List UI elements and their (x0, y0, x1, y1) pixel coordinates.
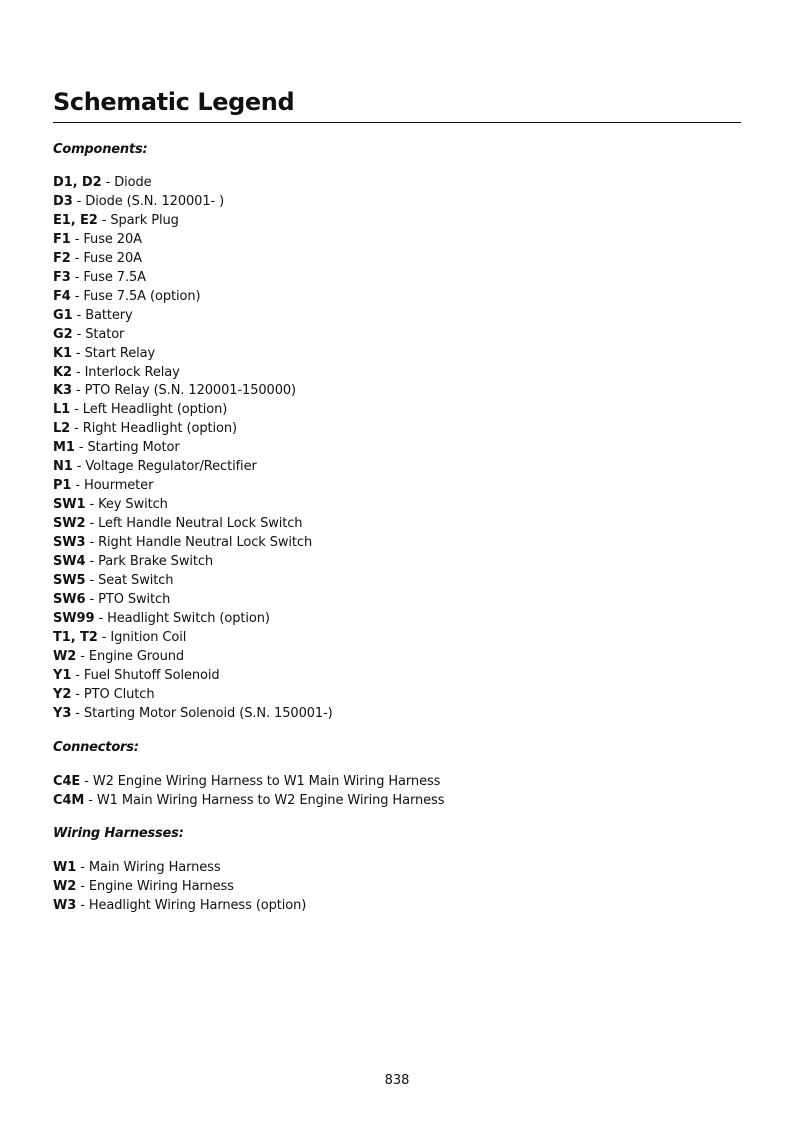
legend-item (53, 212, 333, 231)
legend-item (53, 231, 333, 250)
legend-item-separator: - (71, 705, 84, 721)
legend-item (53, 401, 333, 420)
legend-item-description: Stator (85, 326, 125, 342)
legend-item-separator: - (70, 288, 84, 304)
legend-item (53, 345, 333, 364)
legend-item-description: Start Relay (84, 345, 156, 361)
legend-item-code: Y2 (53, 686, 72, 702)
legend-item-code: F1 (53, 231, 71, 247)
legend-item-code: G1 (53, 307, 73, 323)
legend-item-code: D3 (53, 193, 73, 209)
legend-item-description: Seat Switch (98, 573, 174, 589)
title-divider (53, 122, 741, 123)
legend-item (53, 269, 333, 288)
legend-item-code: SW99 (53, 610, 95, 626)
legend-item (53, 382, 333, 401)
legend-item-separator: - (85, 573, 99, 589)
legend-item-description: Main Wiring Harness (88, 860, 221, 875)
legend-item-description: PTO Switch (98, 591, 171, 607)
legend-item-description: Fuse 20A (83, 250, 142, 266)
legend-item-code: Y3 (53, 705, 72, 721)
legend-item-description: Key Switch (98, 497, 168, 513)
legend-item-description: Diode (114, 175, 152, 190)
legend-item-code: M1 (53, 440, 75, 456)
connectors-list (53, 773, 444, 811)
legend-item-separator: - (70, 421, 83, 437)
legend-item (53, 288, 333, 307)
legend-item-separator: - (80, 774, 93, 789)
legend-item-code: N1 (53, 459, 73, 475)
legend-item-separator: - (76, 897, 89, 913)
legend-item (53, 534, 333, 553)
legend-item (53, 250, 333, 269)
legend-item-code: SW2 (53, 516, 86, 532)
legend-item (53, 591, 333, 610)
legend-item (53, 648, 333, 667)
legend-item-separator: - (74, 440, 88, 456)
legend-item-separator: - (76, 860, 89, 875)
legend-item-separator: - (70, 250, 84, 266)
legend-item-code: K1 (53, 345, 72, 361)
legend-item-separator: - (85, 516, 99, 532)
legend-item-code: W2 (53, 878, 77, 894)
legend-item (53, 364, 333, 383)
legend-item-separator: - (97, 212, 111, 228)
legend-item (53, 859, 306, 878)
legend-item-description: Right Handle Neutral Lock Switch (98, 535, 313, 551)
legend-item-code: SW4 (53, 554, 86, 570)
legend-item-description: Fuse 20A (83, 231, 142, 247)
legend-item-separator: - (71, 667, 84, 683)
legend-item (53, 572, 333, 591)
legend-item (53, 458, 333, 477)
legend-item-separator: - (85, 535, 99, 551)
legend-item-separator: - (71, 686, 84, 702)
legend-item (53, 174, 333, 193)
legend-item-description: Fuel Shutoff Solenoid (83, 667, 220, 683)
legend-item-description: Ignition Coil (110, 629, 187, 645)
legend-item-separator: - (94, 610, 108, 626)
legend-item (53, 439, 333, 458)
legend-item-code: K3 (53, 383, 72, 399)
legend-item-description: W2 Engine Wiring Harness to W1 Main Wiring Harness (92, 774, 441, 789)
legend-item-code: D1, D2 (53, 175, 102, 190)
legend-item-code: P1 (53, 478, 72, 494)
legend-item (53, 705, 333, 724)
legend-item-code: L2 (53, 421, 71, 437)
legend-item (53, 792, 444, 811)
legend-item-separator: - (71, 364, 85, 380)
legend-item (53, 878, 306, 897)
legend-item-description: Starting Motor (87, 440, 180, 456)
legend-item-description: Fuse 7.5A (83, 269, 146, 285)
legend-item (53, 477, 333, 496)
legend-item-code: W2 (53, 648, 77, 664)
legend-item (53, 496, 333, 515)
legend-item-code: SW5 (53, 573, 86, 589)
wiring-harnesses-list (53, 859, 306, 916)
components-list (53, 174, 333, 724)
legend-item-separator: - (71, 478, 85, 494)
legend-item-code: C4M (53, 792, 85, 808)
legend-item-separator: - (72, 459, 86, 475)
legend-item-description: PTO Relay (S.N. 120001-150000) (84, 383, 297, 399)
legend-item (53, 610, 333, 629)
legend-item-description: Hourmeter (84, 478, 154, 494)
legend-item-description: Park Brake Switch (98, 554, 214, 570)
legend-item-separator: - (71, 345, 85, 361)
legend-item-code: K2 (53, 364, 72, 380)
legend-item-description: W1 Main Wiring Harness to W2 Engine Wiring Harness (96, 792, 445, 808)
legend-item-separator: - (71, 383, 85, 399)
components-heading: Components: (53, 142, 148, 157)
legend-item-description: Headlight Wiring Harness (option) (88, 897, 307, 913)
legend-item-separator: - (76, 878, 89, 894)
legend-item-code: F3 (53, 269, 71, 285)
legend-item-separator: - (70, 269, 84, 285)
legend-item (53, 553, 333, 572)
legend-item-separator: - (70, 402, 83, 418)
page-number: 838 (384, 1073, 410, 1088)
legend-item-code: G2 (53, 326, 73, 342)
legend-item (53, 686, 333, 705)
legend-item-separator: - (76, 648, 89, 664)
legend-item-description: Diode (S.N. 120001- ) (85, 193, 225, 209)
legend-item-code: L1 (53, 402, 71, 418)
legend-item (53, 326, 333, 345)
legend-item-separator: - (85, 591, 99, 607)
legend-item (53, 897, 306, 916)
legend-item-separator: - (72, 193, 86, 209)
legend-item-code: SW6 (53, 591, 86, 607)
connectors-heading: Connectors: (53, 740, 139, 755)
legend-item (53, 773, 444, 792)
legend-item-description: Starting Motor Solenoid (S.N. 150001-) (83, 705, 333, 721)
legend-item (53, 193, 333, 212)
legend-item-description: Spark Plug (110, 212, 179, 228)
legend-item-separator: - (84, 792, 97, 808)
legend-item-separator: - (70, 231, 84, 247)
legend-item-description: Engine Wiring Harness (88, 878, 234, 894)
legend-item (53, 629, 333, 648)
legend-item-code: T1, T2 (53, 629, 98, 645)
legend-item-separator: - (85, 554, 99, 570)
legend-item-separator: - (72, 307, 86, 323)
page-title: Schematic Legend (53, 88, 295, 116)
legend-item-description: Left Headlight (option) (82, 402, 228, 418)
legend-item-code: W3 (53, 897, 77, 913)
legend-item-description: Interlock Relay (84, 364, 180, 380)
legend-item-separator: - (101, 175, 115, 190)
legend-item (53, 420, 333, 439)
legend-item-description: PTO Clutch (83, 686, 155, 702)
legend-item-description: Voltage Regulator/Rectifier (85, 459, 257, 475)
legend-item-code: SW3 (53, 535, 86, 551)
legend-item-separator: - (72, 326, 86, 342)
legend-item-description: Fuse 7.5A (option) (83, 288, 201, 304)
legend-item-code: W1 (53, 860, 77, 875)
legend-item-separator: - (97, 629, 111, 645)
legend-item (53, 515, 333, 534)
legend-item-code: E1, E2 (53, 212, 98, 228)
legend-item-description: Headlight Switch (option) (107, 610, 270, 626)
legend-item-description: Engine Ground (88, 648, 185, 664)
legend-item-description: Right Headlight (option) (82, 421, 237, 437)
legend-item-code: C4E (53, 774, 81, 789)
wiring-harnesses-heading: Wiring Harnesses: (53, 826, 184, 841)
legend-item-code: F2 (53, 250, 71, 266)
legend-item (53, 667, 333, 686)
legend-item-code: SW1 (53, 497, 86, 513)
legend-item-code: Y1 (53, 667, 72, 683)
legend-item (53, 307, 333, 326)
legend-item-description: Left Handle Neutral Lock Switch (98, 516, 303, 532)
legend-item-separator: - (85, 497, 99, 513)
legend-item-code: F4 (53, 288, 71, 304)
legend-item-description: Battery (85, 307, 133, 323)
